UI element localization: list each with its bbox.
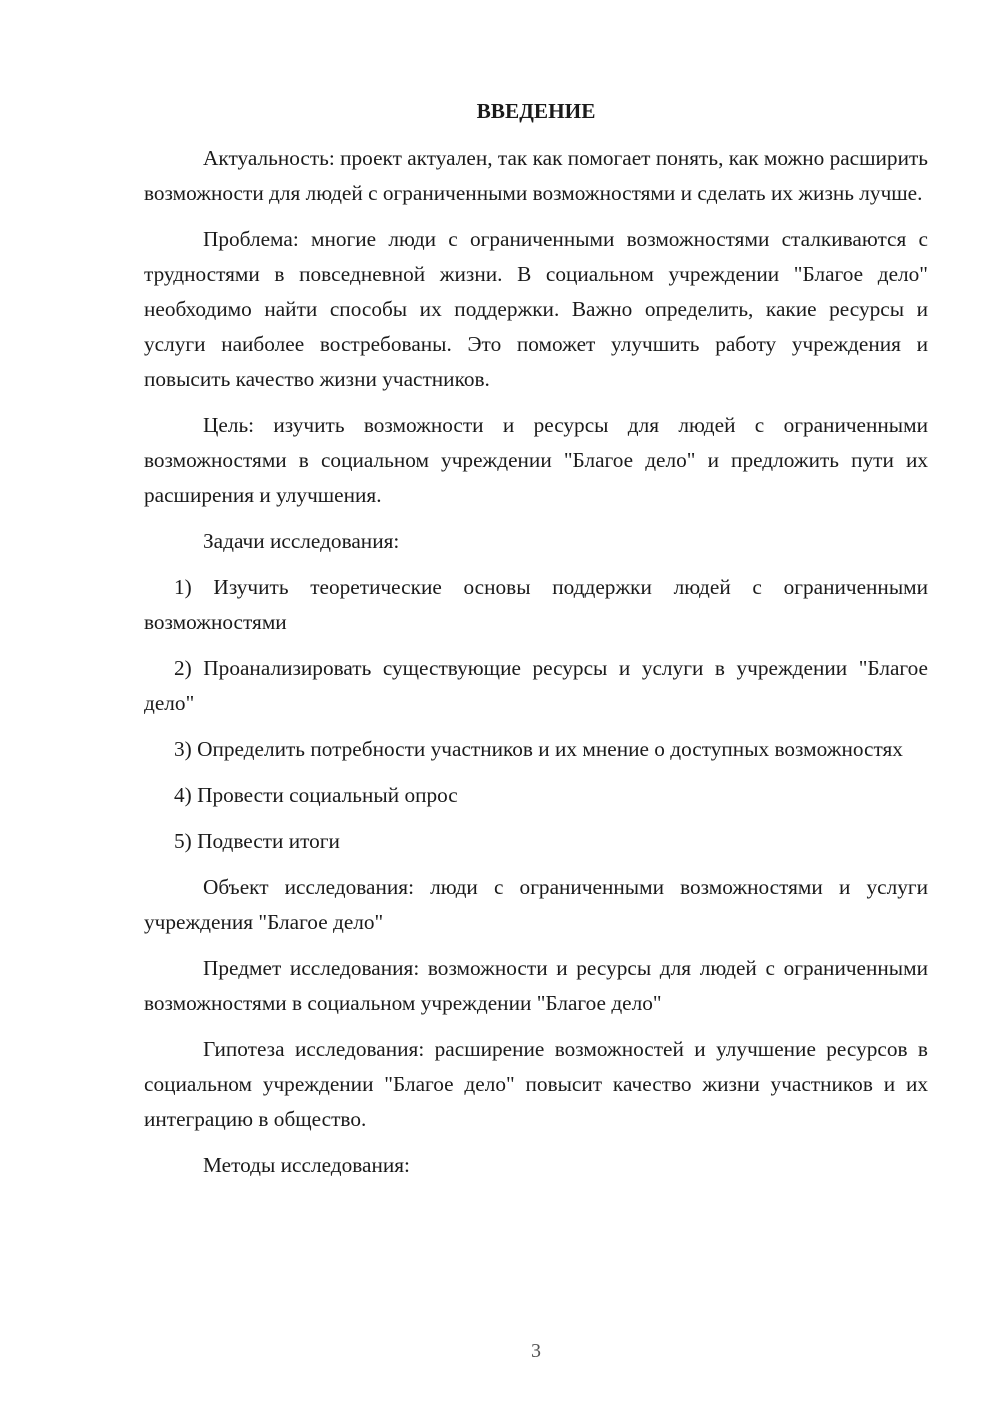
- task-item-1: 1) Изучить теоретические основы поддержки людей с ограниченными возможностями: [144, 575, 928, 634]
- paragraph-problem: Проблема: многие люди с ограниченными возможностями сталкиваются с трудностями в повседневной жизни. В социальном учреждении "Благое дело" необходимо найти способы их поддержки. Важно определить, какие ресурсы и услуги наиболее востребованы. Это поможет улучшить работу учреждения и повысить качество жизни участников.: [144, 227, 928, 391]
- paragraph-relevance: Актуальность: проект актуален, так как помогает понять, как можно расширить возможности для людей с ограниченными возможностями и сделать их жизнь лучше.: [144, 146, 928, 205]
- paragraph-object: Объект исследования: люди с ограниченными возможностями и услуги учреждения "Благое дело": [144, 875, 928, 934]
- paragraph-tasks-heading: Задачи исследования:: [203, 529, 400, 553]
- task-item-5: 5) Подвести итоги: [174, 829, 340, 853]
- section-title: ВВЕДЕНИЕ: [476, 99, 596, 123]
- task-item-3: 3) Определить потребности участников и их мнение о доступных возможностях: [174, 737, 903, 761]
- paragraph-methods-heading: Методы исследования:: [203, 1153, 410, 1177]
- paragraph-subject: Предмет исследования: возможности и ресурсы для людей с ограниченными возможностями в социальном учреждении "Благое дело": [144, 956, 928, 1015]
- task-item-4: 4) Провести социальный опрос: [174, 783, 458, 807]
- page-number: 3: [531, 1340, 541, 1362]
- paragraph-hypothesis: Гипотеза исследования: расширение возможностей и улучшение ресурсов в социальном учреждении "Благое дело" повысит качество жизни участников и их интеграцию в общество.: [144, 1037, 928, 1131]
- document-body: [144, 141, 928, 1194]
- task-item-2: 2) Проанализировать существующие ресурсы и услуги в учреждении "Благое дело": [144, 656, 928, 715]
- paragraph-goal: Цель: изучить возможности и ресурсы для людей с ограниченными возможностями в социальном учреждении "Благое дело" и предложить пути их расширения и улучшения.: [144, 413, 928, 507]
